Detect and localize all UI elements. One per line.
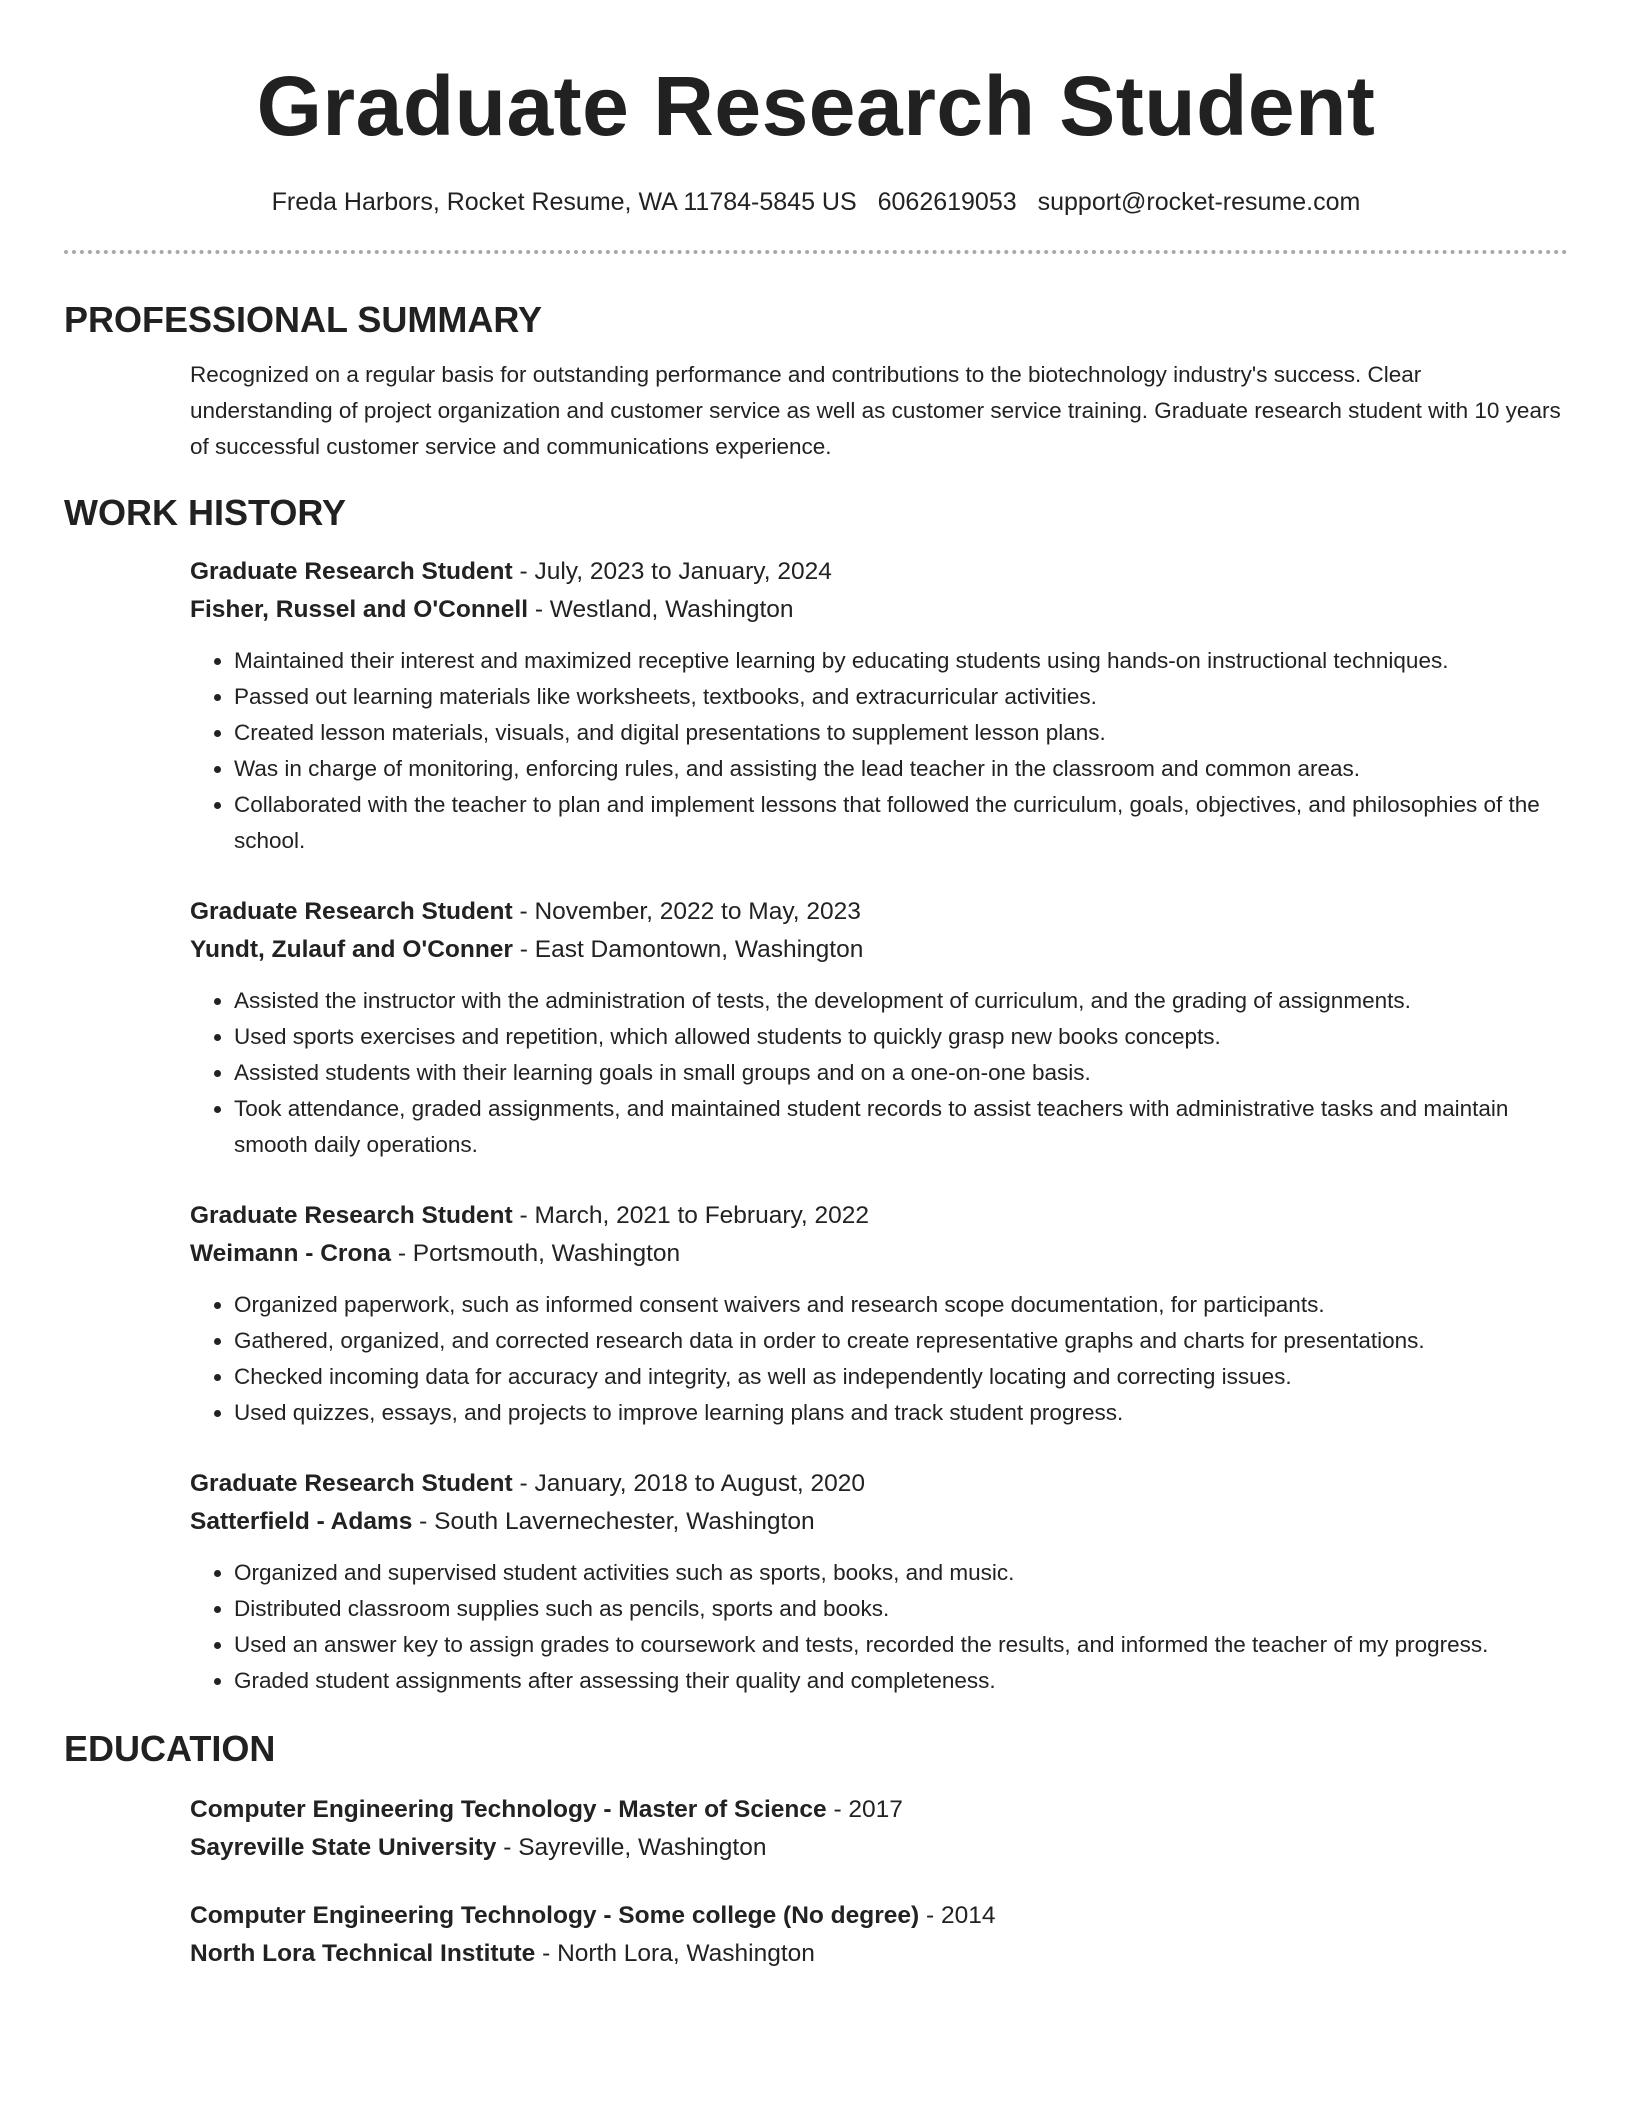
education-entry [190,1897,1568,1973]
job-title: Graduate Research Student [190,558,513,585]
job-title-line [190,1197,1568,1235]
job-location: - South Lavernechester, Washington [412,1508,815,1535]
contact-address: Freda Harbors, Rocket Resume, WA 11784-5845 US [271,188,857,216]
list-item: • Gathered, organized, and corrected research data in order to create representative graphs and charts for presentations. [234,1323,1568,1359]
job-entry [190,553,1568,859]
job-bullets [190,643,1568,859]
job-dates: - March, 2021 to February, 2022 [512,1202,870,1229]
job-company-line [190,1503,1568,1541]
degree-line [190,1897,1568,1935]
job-company: Fisher, Russel and O'Connell [190,596,529,623]
job-bullets [190,983,1568,1163]
list-item: • Used sports exercises and repetition, which allowed students to quickly grasp new books concepts. [234,1019,1568,1055]
list-item: • Organized paperwork, such as informed consent waivers and research scope documentation, for participants. [234,1287,1568,1323]
job-title: Graduate Research Student [190,1470,513,1497]
job-company-line [190,931,1568,969]
job-company: Satterfield - Adams [190,1508,413,1535]
list-item: • Distributed classroom supplies such as pencils, sports and books. [234,1591,1568,1627]
job-company-line [190,1235,1568,1273]
list-item: • Took attendance, graded assignments, and maintained student records to assist teachers with administrative tasks and maintain smooth daily operations. [234,1091,1568,1163]
list-item: • Assisted the instructor with the administration of tests, the development of curriculum, and the grading of assignments. [234,983,1568,1019]
job-company: Weimann - Crona [190,1240,392,1267]
contact-line [64,184,1568,220]
degree: Computer Engineering Technology - Master of Science [190,1796,827,1823]
school-location: - Sayreville, Washington [496,1834,767,1861]
header-divider [64,250,1568,254]
job-bullets [190,1555,1568,1699]
job-entry [190,1465,1568,1699]
degree-line [190,1791,1568,1829]
degree-year: - 2014 [919,1902,996,1929]
list-item: • Was in charge of monitoring, enforcing rules, and assisting the lead teacher in the classroom and common areas. [234,751,1568,787]
education-heading: EDUCATION [64,1728,276,1769]
list-item: • Maintained their interest and maximized receptive learning by educating students using hands-on instructional techniques. [234,643,1568,679]
school: Sayreville State University [190,1834,497,1861]
page-title: Graduate Research Student [256,59,1376,153]
degree-year: - 2017 [826,1796,903,1823]
school-location: - North Lora, Washington [535,1940,815,1967]
summary-text: Recognized on a regular basis for outstanding performance and contributions to the biotechnology industry's success. Clear understanding of project organization and customer service as well as customer service training. Graduate research student with 10 years of successful customer service and communications experience. [190,362,1561,459]
list-item: • Created lesson materials, visuals, and digital presentations to supplement lesson plans. [234,715,1568,751]
list-item: • Graded student assignments after assessing their quality and completeness. [234,1663,1568,1699]
job-dates: - July, 2023 to January, 2024 [512,558,832,585]
job-title: Graduate Research Student [190,898,513,925]
job-company-line [190,591,1568,629]
work-history-heading: WORK HISTORY [64,492,347,533]
list-item: • Checked incoming data for accuracy and integrity, as well as independently locating and correcting issues. [234,1359,1568,1395]
job-entry [190,1197,1568,1431]
job-title-line [190,893,1568,931]
job-location: - Portsmouth, Washington [391,1240,681,1267]
education-entry [190,1791,1568,1867]
school: North Lora Technical Institute [190,1940,536,1967]
degree: Computer Engineering Technology - Some college (No degree) [190,1902,920,1929]
job-title-line [190,1465,1568,1503]
job-title-line [190,553,1568,591]
school-line [190,1935,1568,1973]
contact-email: support@rocket-resume.com [1037,188,1361,216]
list-item: • Passed out learning materials like worksheets, textbooks, and extracurricular activities. [234,679,1568,715]
list-item: • Used quizzes, essays, and projects to improve learning plans and track student progress. [234,1395,1568,1431]
job-dates: - November, 2022 to May, 2023 [512,898,861,925]
list-item: • Organized and supervised student activities such as sports, books, and music. [234,1555,1568,1591]
job-company: Yundt, Zulauf and O'Conner [190,936,513,963]
list-item: • Used an answer key to assign grades to coursework and tests, recorded the results, and informed the teacher of my progress. [234,1627,1568,1663]
summary-heading: PROFESSIONAL SUMMARY [64,299,543,340]
contact-phone: 6062619053 [877,188,1017,216]
job-bullets [190,1287,1568,1431]
list-item: • Collaborated with the teacher to plan and implement lessons that followed the curriculum, goals, objectives, and philosophies of the school. [234,787,1568,859]
job-entry [190,893,1568,1163]
list-item: • Assisted students with their learning goals in small groups and on a one-on-one basis. [234,1055,1568,1091]
job-title: Graduate Research Student [190,1202,513,1229]
school-line [190,1829,1568,1867]
job-dates: - January, 2018 to August, 2020 [512,1470,866,1497]
job-location: - East Damontown, Washington [512,936,864,963]
job-location: - Westland, Washington [528,596,794,623]
